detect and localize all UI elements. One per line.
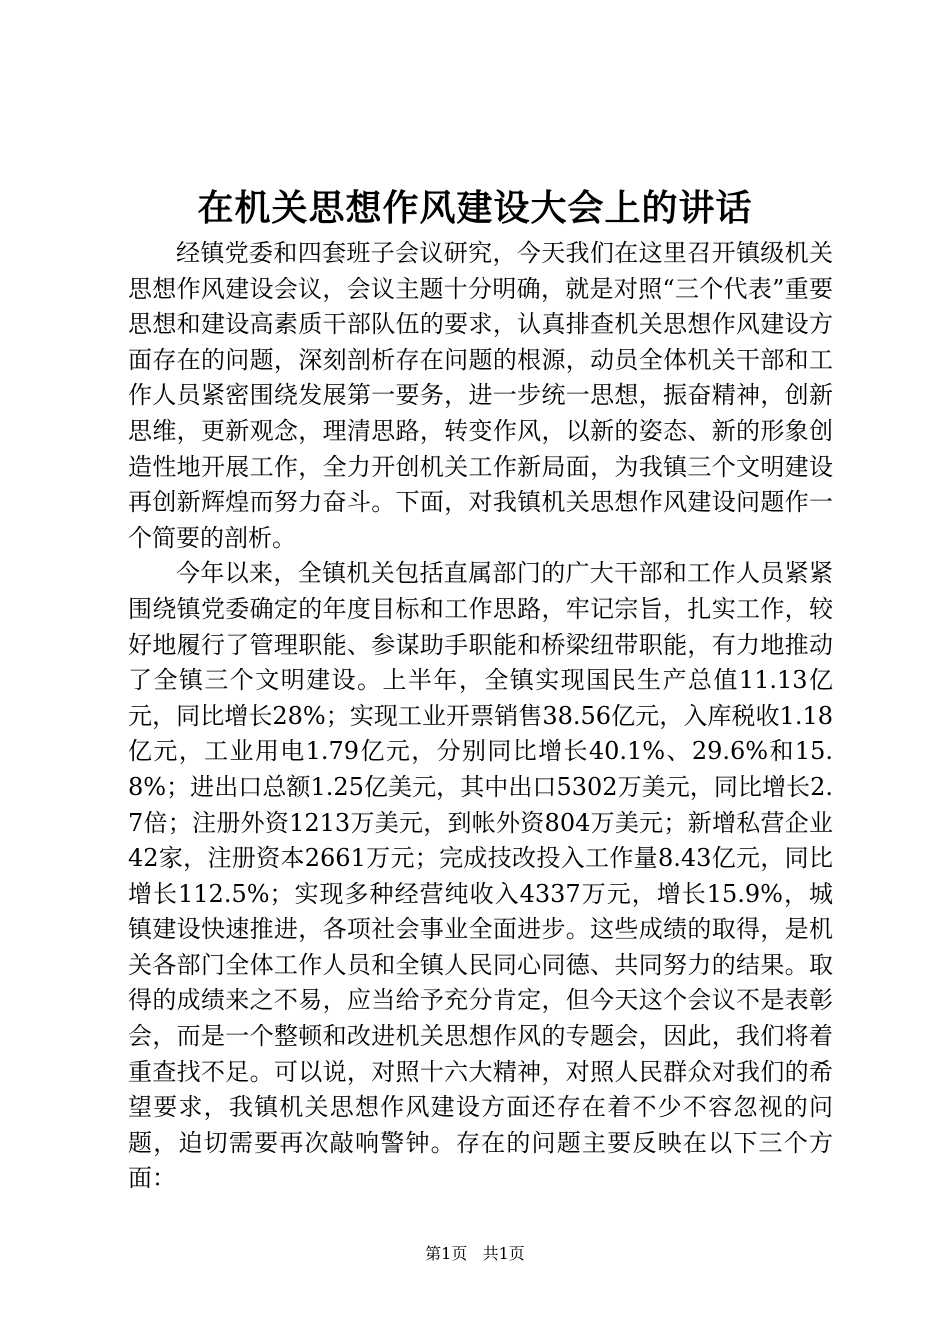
- page-total: 共1页: [482, 1244, 525, 1263]
- document-body: [128, 236, 833, 1197]
- paragraph-1: 经镇党委和四套班子会议研究，今天我们在这里召开镇级机关思想作风建设会议，会议主题十分明确，就是对照“三个代表”重要思想和建设高素质干部队伍的要求，认真排查机关思想作风建设方面存在的问题，深刻剖析存在问题的根源，动员全体机关干部和工作人员紧密围绕发展第一要务，进一步统一思想，振奋精神，创新思维，更新观念，理清思路，转变作风，以新的姿态、新的形象创造性地开展工作，全力开创机关工作新局面，为我镇三个文明建设再创新辉煌而努力奋斗。下面，对我镇机关思想作风建设问题作一个简要的剖析。: [128, 239, 833, 552]
- page-number: 第1页: [425, 1244, 468, 1263]
- document-title: 在机关思想作风建设大会上的讲话: [197, 187, 753, 229]
- paragraph-2: 今年以来，全镇机关包括直属部门的广大干部和工作人员紧紧围绕镇党委确定的年度目标和工作思路，牢记宗旨，扎实工作，较好地履行了管理职能、参谋助手职能和桥梁纽带职能，有力地推动了全镇三个文明建设。上半年，全镇实现国民生产总值11.13亿元，同比增长28%；实现工业开票销售38.56亿元，入库税收1.18亿元，工业用电1.79亿元，分别同比增长40.1%、29.6%和15.8%；进出口总额1.25亿美元，其中出口5302万美元，同比增长2.7倍；注册外资1213万美元，到帐外资804万美元；新增私营企业42家，注册资本2661万元；完成技改投入工作量8.43亿元，同比增长112.5%；实现多种经营纯收入4337万元，增长15.9%，城镇建设快速推进，各项社会事业全面进步。这些成绩的取得，是机关各部门全体工作人员和全镇人民同心同德、共同努力的结果。取得的成绩来之不易，应当给予充分肯定，但今天这个会议不是表彰会，而是一个整顿和改进机关思想作风的专题会，因此，我们将着重查找不足。可以说，对照十六大精神，对照人民群众对我们的希望要求，我镇机关思想作风建设方面还存在着不少不容忽视的问题，迫切需要再次敲响警钟。存在的问题主要反映在以下三个方面：: [128, 559, 833, 1193]
- page-footer: [0, 1243, 950, 1265]
